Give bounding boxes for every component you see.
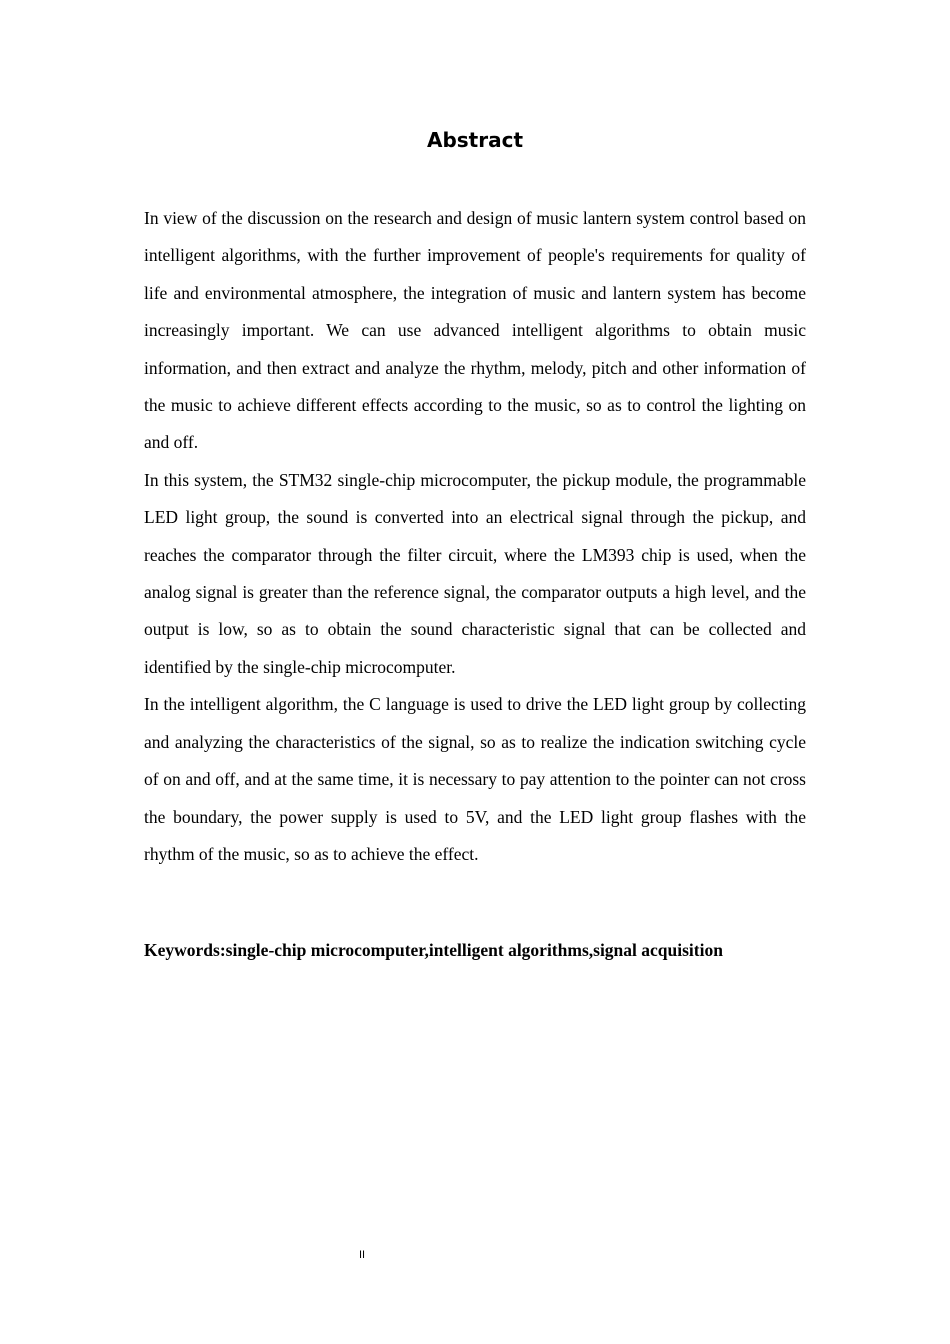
abstract-paragraph-1: In view of the discussion on the research and design of music lantern system control based on intelligent algorithms, with the further improvement of people's requirements for quality of life and environmental atmosphere, the integration of music and lantern system has become increasingly important. We can use advanced intelligent algorithms to obtain music information, and then extract and analyze the rhythm, melody, pitch and other information of the music to achieve different effects according to the music, so as to control the lighting on and off. [144, 208, 806, 453]
abstract-paragraph-2: In this system, the STM32 single-chip microcomputer, the pickup module, the programmable LED light group, the sound is converted into an electrical signal through the pickup, and reaches the comparator through the filter circuit, where the LM393 chip is used, when the analog signal is greater than the reference signal, the comparator outputs a high level, and the output is low, so as to obtain the sound characteristic signal that can be collected and identified by the single-chip microcomputer. [144, 469, 806, 677]
page-number: II [359, 1249, 366, 1261]
keywords-line: Keywords:single-chip microcomputer,intelligent algorithms,signal acquisition [144, 940, 723, 960]
abstract-body [144, 200, 806, 873]
abstract-title: Abstract [426, 128, 524, 152]
abstract-paragraph-3: In the intelligent algorithm, the C language is used to drive the LED light group by collecting and analyzing the characteristics of the signal, so as to realize the indication switching cycle of on and off, and at the same time, it is necessary to pay attention to the pointer can not cross the boundary, the power supply is used to 5V, and the LED light group flashes with the rhythm of the music, so as to achieve the effect. [144, 694, 806, 864]
